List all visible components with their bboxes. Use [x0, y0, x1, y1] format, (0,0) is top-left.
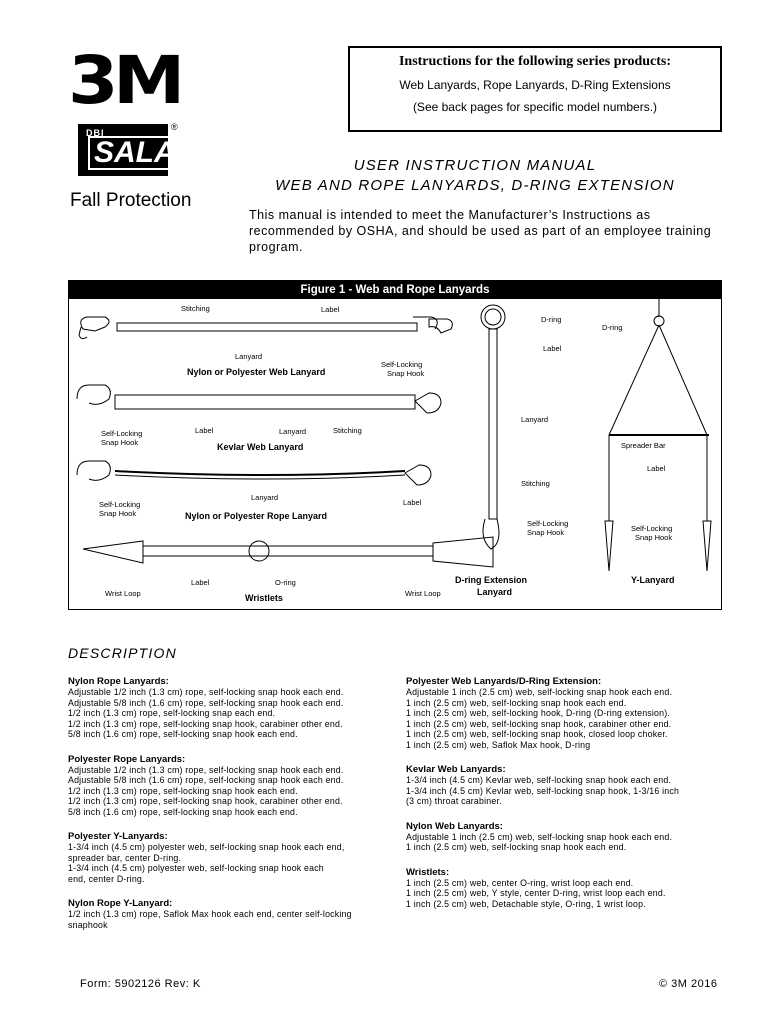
description-left-column — [68, 676, 388, 944]
description-section — [406, 676, 726, 750]
caption-y-lanyard: Y-Lanyard — [631, 575, 675, 585]
section-line: 1/2 inch (1.3 cm) rope, self-locking snap each end. — [68, 708, 276, 718]
description-section — [406, 821, 726, 853]
section-line: 1 inch (2.5 cm) web, self-locking hook, D-ring (D-ring extension). — [406, 708, 671, 718]
figure-1 — [68, 280, 722, 610]
section-title: Kevlar Web Lanyards: — [406, 764, 506, 775]
description-section — [68, 898, 388, 930]
section-line: 1/2 inch (1.3 cm) rope, self-locking snap hook each end. — [68, 785, 298, 796]
sala-logo — [78, 124, 176, 176]
description-section — [406, 764, 726, 807]
label-self-locking-5: Self-Locking — [631, 524, 673, 533]
caption-wristlets: Wristlets — [245, 593, 283, 603]
label-self-locking-1: Self-Locking — [381, 360, 423, 369]
manual-title — [240, 156, 710, 196]
section-title: Wristlets: — [406, 866, 450, 878]
label-d-ring-1: D-ring — [541, 315, 562, 324]
label-label-6: Label — [647, 464, 666, 473]
section-line: 1 inch (2.5 cm) web, Saflok Max hook, D-ring — [406, 739, 591, 750]
label-lanyard-3: Lanyard — [251, 493, 279, 502]
label-snap-hook-3: Snap Hook — [99, 509, 137, 518]
section-line: 5/8 inch (1.6 cm) rope, self-locking snap hook each end. — [68, 806, 298, 817]
logo-3m: 3M — [68, 42, 180, 119]
description-section — [68, 676, 388, 740]
section-line: Adjustable 1 inch (2.5 cm) web, self-locking snap hook each end. — [406, 831, 673, 842]
description-right-column — [406, 676, 726, 923]
label-label-4: Label — [191, 578, 210, 587]
registered-mark: ® — [171, 122, 178, 132]
section-line: 1 inch (2.5 cm) web, self-locking snap hook each end. — [406, 842, 627, 852]
description-section — [406, 867, 726, 910]
series-note: (See back pages for specific model numbers.) — [412, 100, 658, 114]
form-number: Form: 5902126 Rev: K — [80, 978, 201, 990]
section-title: Polyester Rope Lanyards: — [68, 753, 186, 765]
section-line: 1 inch (2.5 cm) web, Y style, center D-ring, wrist loop each end. — [406, 888, 666, 898]
tagline: Fall Protection — [70, 190, 192, 211]
label-label-5: Label — [543, 344, 562, 353]
section-line: Adjustable 1/2 inch (1.3 cm) rope, self-locking snap hook each end. — [68, 687, 344, 697]
section-line: Adjustable 5/8 inch (1.6 cm) rope, self-locking snap hook each end. — [68, 775, 344, 785]
label-lanyard-1: Lanyard — [235, 352, 263, 361]
figure-drawing — [69, 281, 723, 611]
caption-nylon-web: Nylon or Polyester Web Lanyard — [187, 367, 326, 377]
section-line: 1 inch (2.5 cm) web, center O-ring, wrist loop each end. — [406, 877, 634, 888]
description-section — [68, 831, 388, 884]
section-line: spreader bar, center D-ring. — [68, 852, 182, 863]
label-stitching-3: Stitching — [521, 479, 550, 488]
manual-title-line1: USER INSTRUCTION MANUAL — [353, 157, 597, 174]
section-line: Adjustable 1/2 inch (1.3 cm) rope, self-locking snap hook each end. — [68, 764, 344, 775]
section-line: end, center D-ring. — [68, 873, 145, 884]
description-heading: DESCRIPTION — [68, 645, 177, 661]
label-stitching-2: Stitching — [333, 426, 362, 435]
label-stitching-1: Stitching — [181, 304, 210, 313]
label-label-3: Label — [403, 498, 422, 507]
label-snap-hook-5: Snap Hook — [635, 533, 673, 542]
label-label-1: Label — [321, 305, 340, 314]
series-heading: Instructions for the following series products: — [398, 54, 672, 69]
section-line: 1/2 inch (1.3 cm) rope, self-locking snap hook, carabiner other end. — [68, 796, 343, 806]
series-box — [348, 46, 722, 132]
sala-text: SALA — [88, 136, 182, 170]
label-spreader-bar: Spreader Bar — [621, 441, 666, 450]
label-snap-hook-1: Snap Hook — [387, 369, 425, 378]
section-line: Adjustable 1 inch (2.5 cm) web, self-locking snap hook each end. — [406, 687, 673, 697]
label-self-locking-4: Self-Locking — [527, 519, 569, 528]
section-line: 1 inch (2.5 cm) web, Detachable style, O-ring, 1 wrist loop. — [406, 898, 646, 909]
caption-kevlar-web: Kevlar Web Lanyard — [217, 442, 304, 452]
description-section — [68, 754, 388, 818]
section-line: Adjustable 5/8 inch (1.6 cm) rope, self-locking snap hook each end. — [68, 697, 344, 708]
copyright: © 3M 2016 — [659, 978, 718, 990]
caption-nylon-rope: Nylon or Polyester Rope Lanyard — [185, 511, 328, 521]
label-snap-hook-2: Snap Hook — [101, 438, 139, 447]
section-title: Nylon Web Lanyards: — [406, 820, 503, 832]
label-self-locking-2: Self-Locking — [101, 429, 143, 438]
section-title: Polyester Web Lanyards/D-Ring Extension: — [406, 676, 602, 687]
section-line: 1 inch (2.5 cm) web, self-locking snap hook, carabiner other end. — [406, 718, 672, 729]
label-lanyard-4: Lanyard — [521, 415, 549, 424]
section-line: 5/8 inch (1.6 cm) rope, self-locking snap hook each end. — [68, 729, 298, 739]
label-d-ring-2: D-ring — [602, 323, 623, 332]
label-label-2: Label — [195, 426, 214, 435]
section-line: 1/2 inch (1.3 cm) rope, Saflok Max hook each end, center self-locking — [68, 909, 352, 919]
section-line: 1-3/4 inch (4.5 cm) Kevlar web, self-locking snap hook, 1-3/16 inch — [406, 785, 680, 796]
label-lanyard-2: Lanyard — [279, 427, 307, 436]
series-products: Web Lanyards, Rope Lanyards, D-Ring Extensions — [399, 78, 671, 92]
section-line: (3 cm) throat carabiner. — [406, 796, 502, 806]
intro-paragraph: This manual is intended to meet the Manufacturer’s Instructions as recommended by OSHA, and should be used as part of an employee training program. — [249, 208, 712, 254]
section-line: 1-3/4 inch (4.5 cm) polyester web, self-locking snap hook each end, — [68, 842, 345, 852]
dbi-text: DBI — [86, 128, 105, 138]
section-line: 1/2 inch (1.3 cm) rope, self-locking snap hook, carabiner other end. — [68, 718, 343, 729]
label-snap-hook-4: Snap Hook — [527, 528, 565, 537]
label-self-locking-3: Self-Locking — [99, 500, 141, 509]
section-line: 1 inch (2.5 cm) web, self-locking snap hook each end. — [406, 697, 627, 708]
section-line: 1 inch (2.5 cm) web, self-locking snap hook, closed loop choker. — [406, 729, 668, 739]
section-line: snaphook — [68, 919, 108, 930]
manual-title-line2: WEB AND ROPE LANYARDS, D-RING EXTENSION — [275, 177, 675, 194]
label-o-ring: O-ring — [275, 578, 296, 587]
section-line: 1-3/4 inch (4.5 cm) Kevlar web, self-locking snap hook each end. — [406, 775, 672, 785]
section-title: Polyester Y-Lanyards: — [68, 831, 168, 842]
label-wrist-loop-2: Wrist Loop — [405, 589, 441, 598]
caption-d-ring-ext-2: Lanyard — [477, 587, 513, 597]
label-wrist-loop-1: Wrist Loop — [105, 589, 141, 598]
figure-title: Figure 1 - Web and Rope Lanyards — [69, 281, 721, 299]
section-title: Nylon Rope Y-Lanyard: — [68, 898, 173, 909]
section-title: Nylon Rope Lanyards: — [68, 676, 169, 687]
section-line: 1-3/4 inch (4.5 cm) polyester web, self-locking snap hook each — [68, 863, 324, 873]
caption-d-ring-ext-1: D-ring Extension — [455, 575, 528, 585]
